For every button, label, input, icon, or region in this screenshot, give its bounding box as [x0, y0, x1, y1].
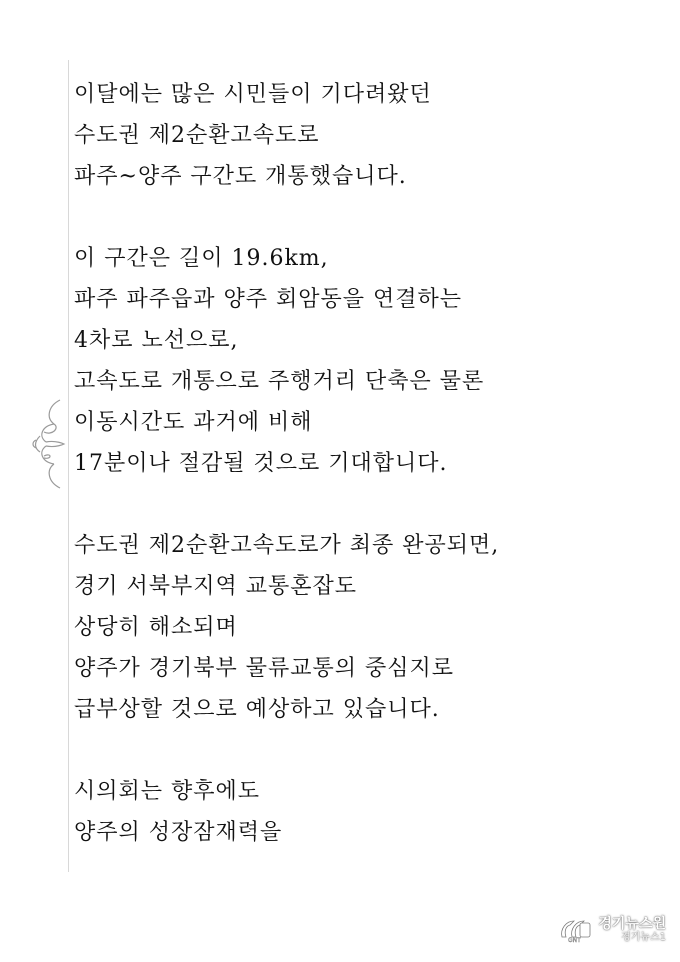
text-line: 양주가 경기북부 물류교통의 중심지로 [74, 656, 455, 681]
watermark-logo-letters: GNT [568, 937, 582, 943]
text-line: 파주~양주 구간도 개통했습니다. [74, 164, 407, 189]
paragraph [74, 74, 634, 197]
paragraph [74, 771, 634, 853]
text-line: 수도권 제2순환고속도로가 최종 완공되면, [74, 533, 500, 558]
text-line: 이달에는 많은 시민들이 기다려왔던 [74, 82, 432, 107]
text-line: 4차로 노선으로, [74, 328, 239, 353]
watermark-main: 경기뉴스원 [598, 916, 666, 932]
text-line: 파주 파주읍과 양주 회암동을 연결하는 [74, 287, 463, 312]
text-line: 이동시간도 과거에 비해 [74, 410, 313, 435]
text-line: 수도권 제2순환고속도로 [74, 123, 320, 148]
margin-divider [68, 60, 69, 872]
text-line: 고속도로 개통으로 주행거리 단축은 물론 [74, 369, 485, 394]
text-line: 시의회는 향후에도 [74, 779, 261, 804]
decorative-flourish-icon [30, 396, 66, 492]
watermark [556, 916, 666, 944]
text-line: 경기 서북부지역 교통혼잡도 [74, 574, 358, 599]
text-line: 이 구간은 길이 19.6km, [74, 246, 329, 271]
text-line: 17분이나 절감될 것으로 기대합니다. [74, 451, 448, 476]
watermark-logo-icon [556, 917, 594, 943]
text-line: 급부상할 것으로 예상하고 있습니다. [74, 697, 440, 722]
paragraph [74, 238, 634, 484]
watermark-sub: 경기뉴스1 [620, 932, 666, 943]
text-line: 양주의 성장잠재력을 [74, 820, 283, 845]
watermark-text [598, 916, 666, 944]
paragraph [74, 525, 634, 730]
document-body [74, 74, 634, 894]
text-line: 상당히 해소되며 [74, 615, 238, 640]
